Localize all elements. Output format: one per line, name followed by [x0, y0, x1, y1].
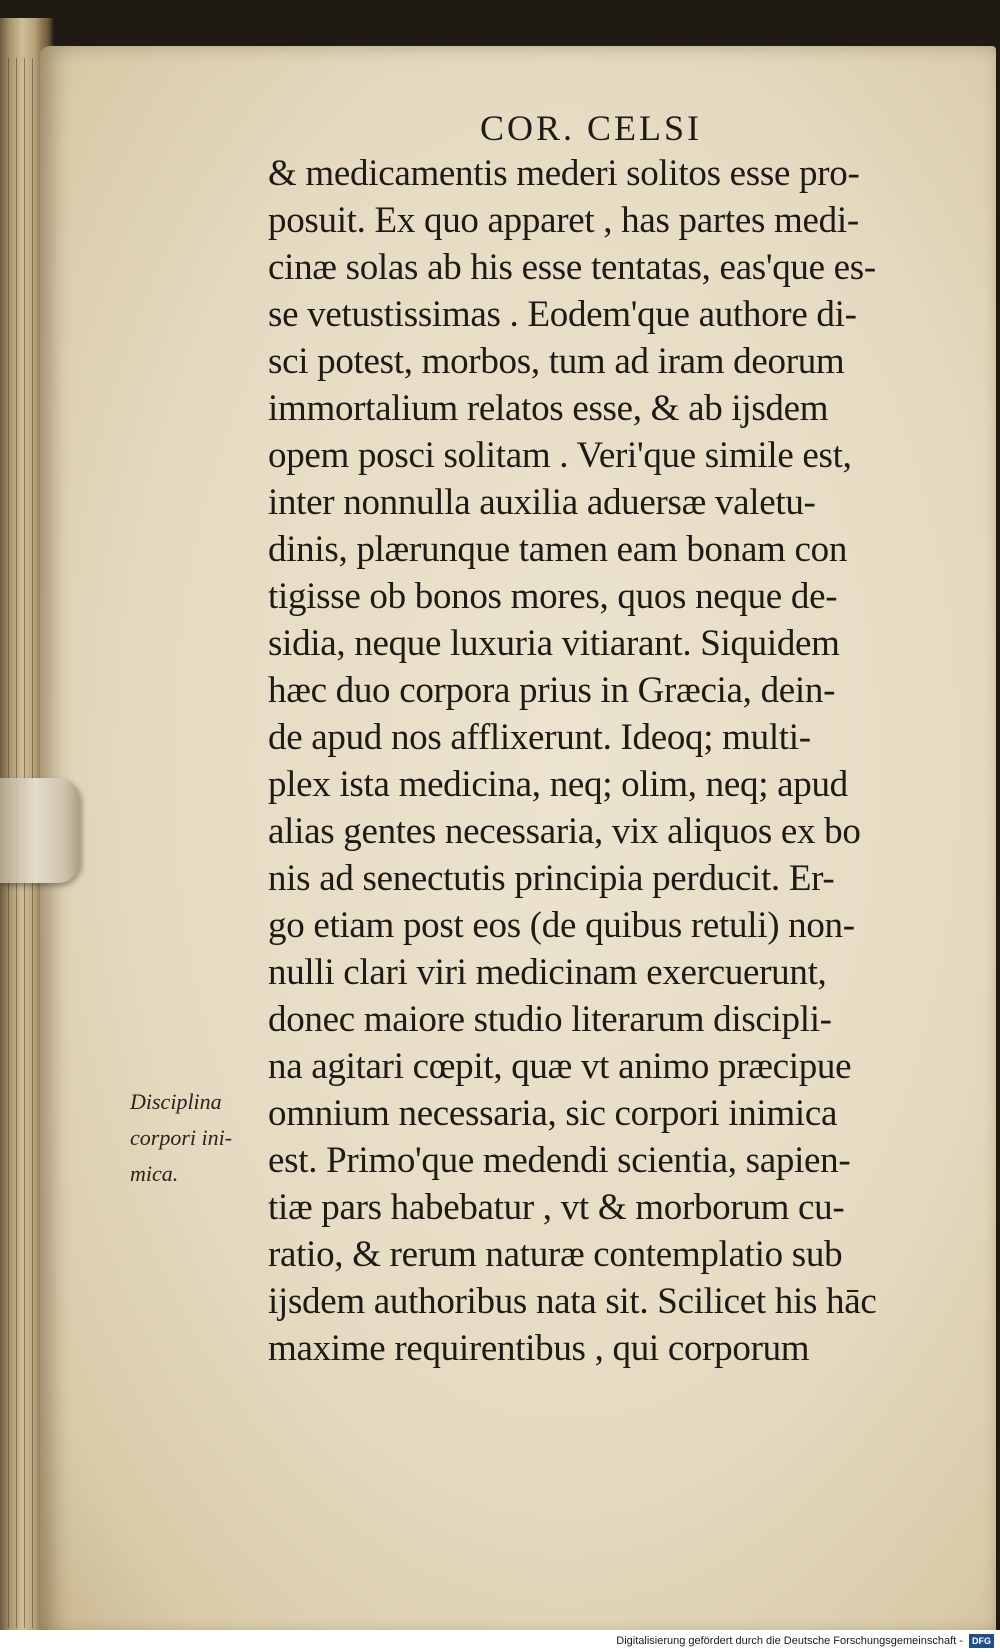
text-line: maxime requirentibus , qui corporum [268, 1328, 810, 1369]
digitization-credit: Digitalisierung gefördert durch die Deutsche Forschungsgemeinschaft - DFG [0, 1630, 1000, 1652]
credit-text: Digitalisierung gefördert durch die Deutsche Forschungsgemeinschaft [616, 1635, 957, 1647]
text-line: tigisse ob bonos mores, quos neque de- [268, 576, 838, 617]
text-line: ratio, & rerum naturæ contemplatio sub [268, 1234, 843, 1275]
text-line: na agitari cœpit, quæ vt animo præcipue [268, 1046, 852, 1087]
text-line: nis ad senectutis principia perducit. Er- [268, 858, 835, 899]
text-line: plex ista medicina, neq; olim, neq; apud [268, 764, 848, 805]
text-line: posuit. Ex quo apparet , has partes medi- [268, 200, 859, 241]
text-line: donec maiore studio literarum discipli- [268, 999, 832, 1040]
text-line: immortalium relatos esse, & ab ijsdem [268, 388, 829, 429]
text-line: dinis, plærunque tamen eam bonam con [268, 529, 848, 570]
text-line: se vetustissimas . Eodem'que authore di- [268, 294, 857, 335]
text-line: go etiam post eos (de quibus retuli) non- [268, 905, 855, 946]
body-text [268, 150, 958, 1372]
margin-note-line: corpori ini- [130, 1125, 233, 1150]
text-line: cinæ solas ab his esse tentatas, eas'que es- [268, 247, 876, 288]
text-line: hæc duo corpora prius in Græcia, dein- [268, 670, 836, 711]
text-line: sci potest, morbos, tum ad iram deorum [268, 341, 845, 382]
text-line: est. Primo'que medendi scientia, sapien- [268, 1140, 851, 1181]
margin-note-line: Disciplina [130, 1089, 222, 1114]
text-line: alias gentes necessaria, vix aliquos ex bo [268, 811, 861, 852]
dfg-logo: DFG [969, 1634, 994, 1648]
text-line: opem posci solitam . Veri'que simile est, [268, 435, 852, 476]
text-line: tiæ pars habebatur , vt & morborum cu- [268, 1187, 845, 1228]
margin-note-line: mica. [130, 1161, 179, 1186]
text-line: & medicamentis mederi solitos esse pro- [268, 153, 860, 194]
text-line: omnium necessaria, sic corpori inimica [268, 1093, 838, 1134]
book-spread [0, 18, 1000, 1630]
page-clip [0, 778, 80, 883]
running-header: COR. CELSI [480, 108, 703, 148]
text-line: nulli clari viri medicinam exercuerunt, [268, 952, 827, 993]
text-line: de apud nos afflixerunt. Ideoq; multi- [268, 717, 811, 758]
text-line: sidia, neque luxuria vitiarant. Siquidem [268, 623, 840, 664]
margin-note [130, 1084, 270, 1192]
text-line: inter nonnulla auxilia aduersæ valetu- [268, 482, 816, 523]
text-line: ijsdem authoribus nata sit. Scilicet his hāc [268, 1281, 877, 1322]
